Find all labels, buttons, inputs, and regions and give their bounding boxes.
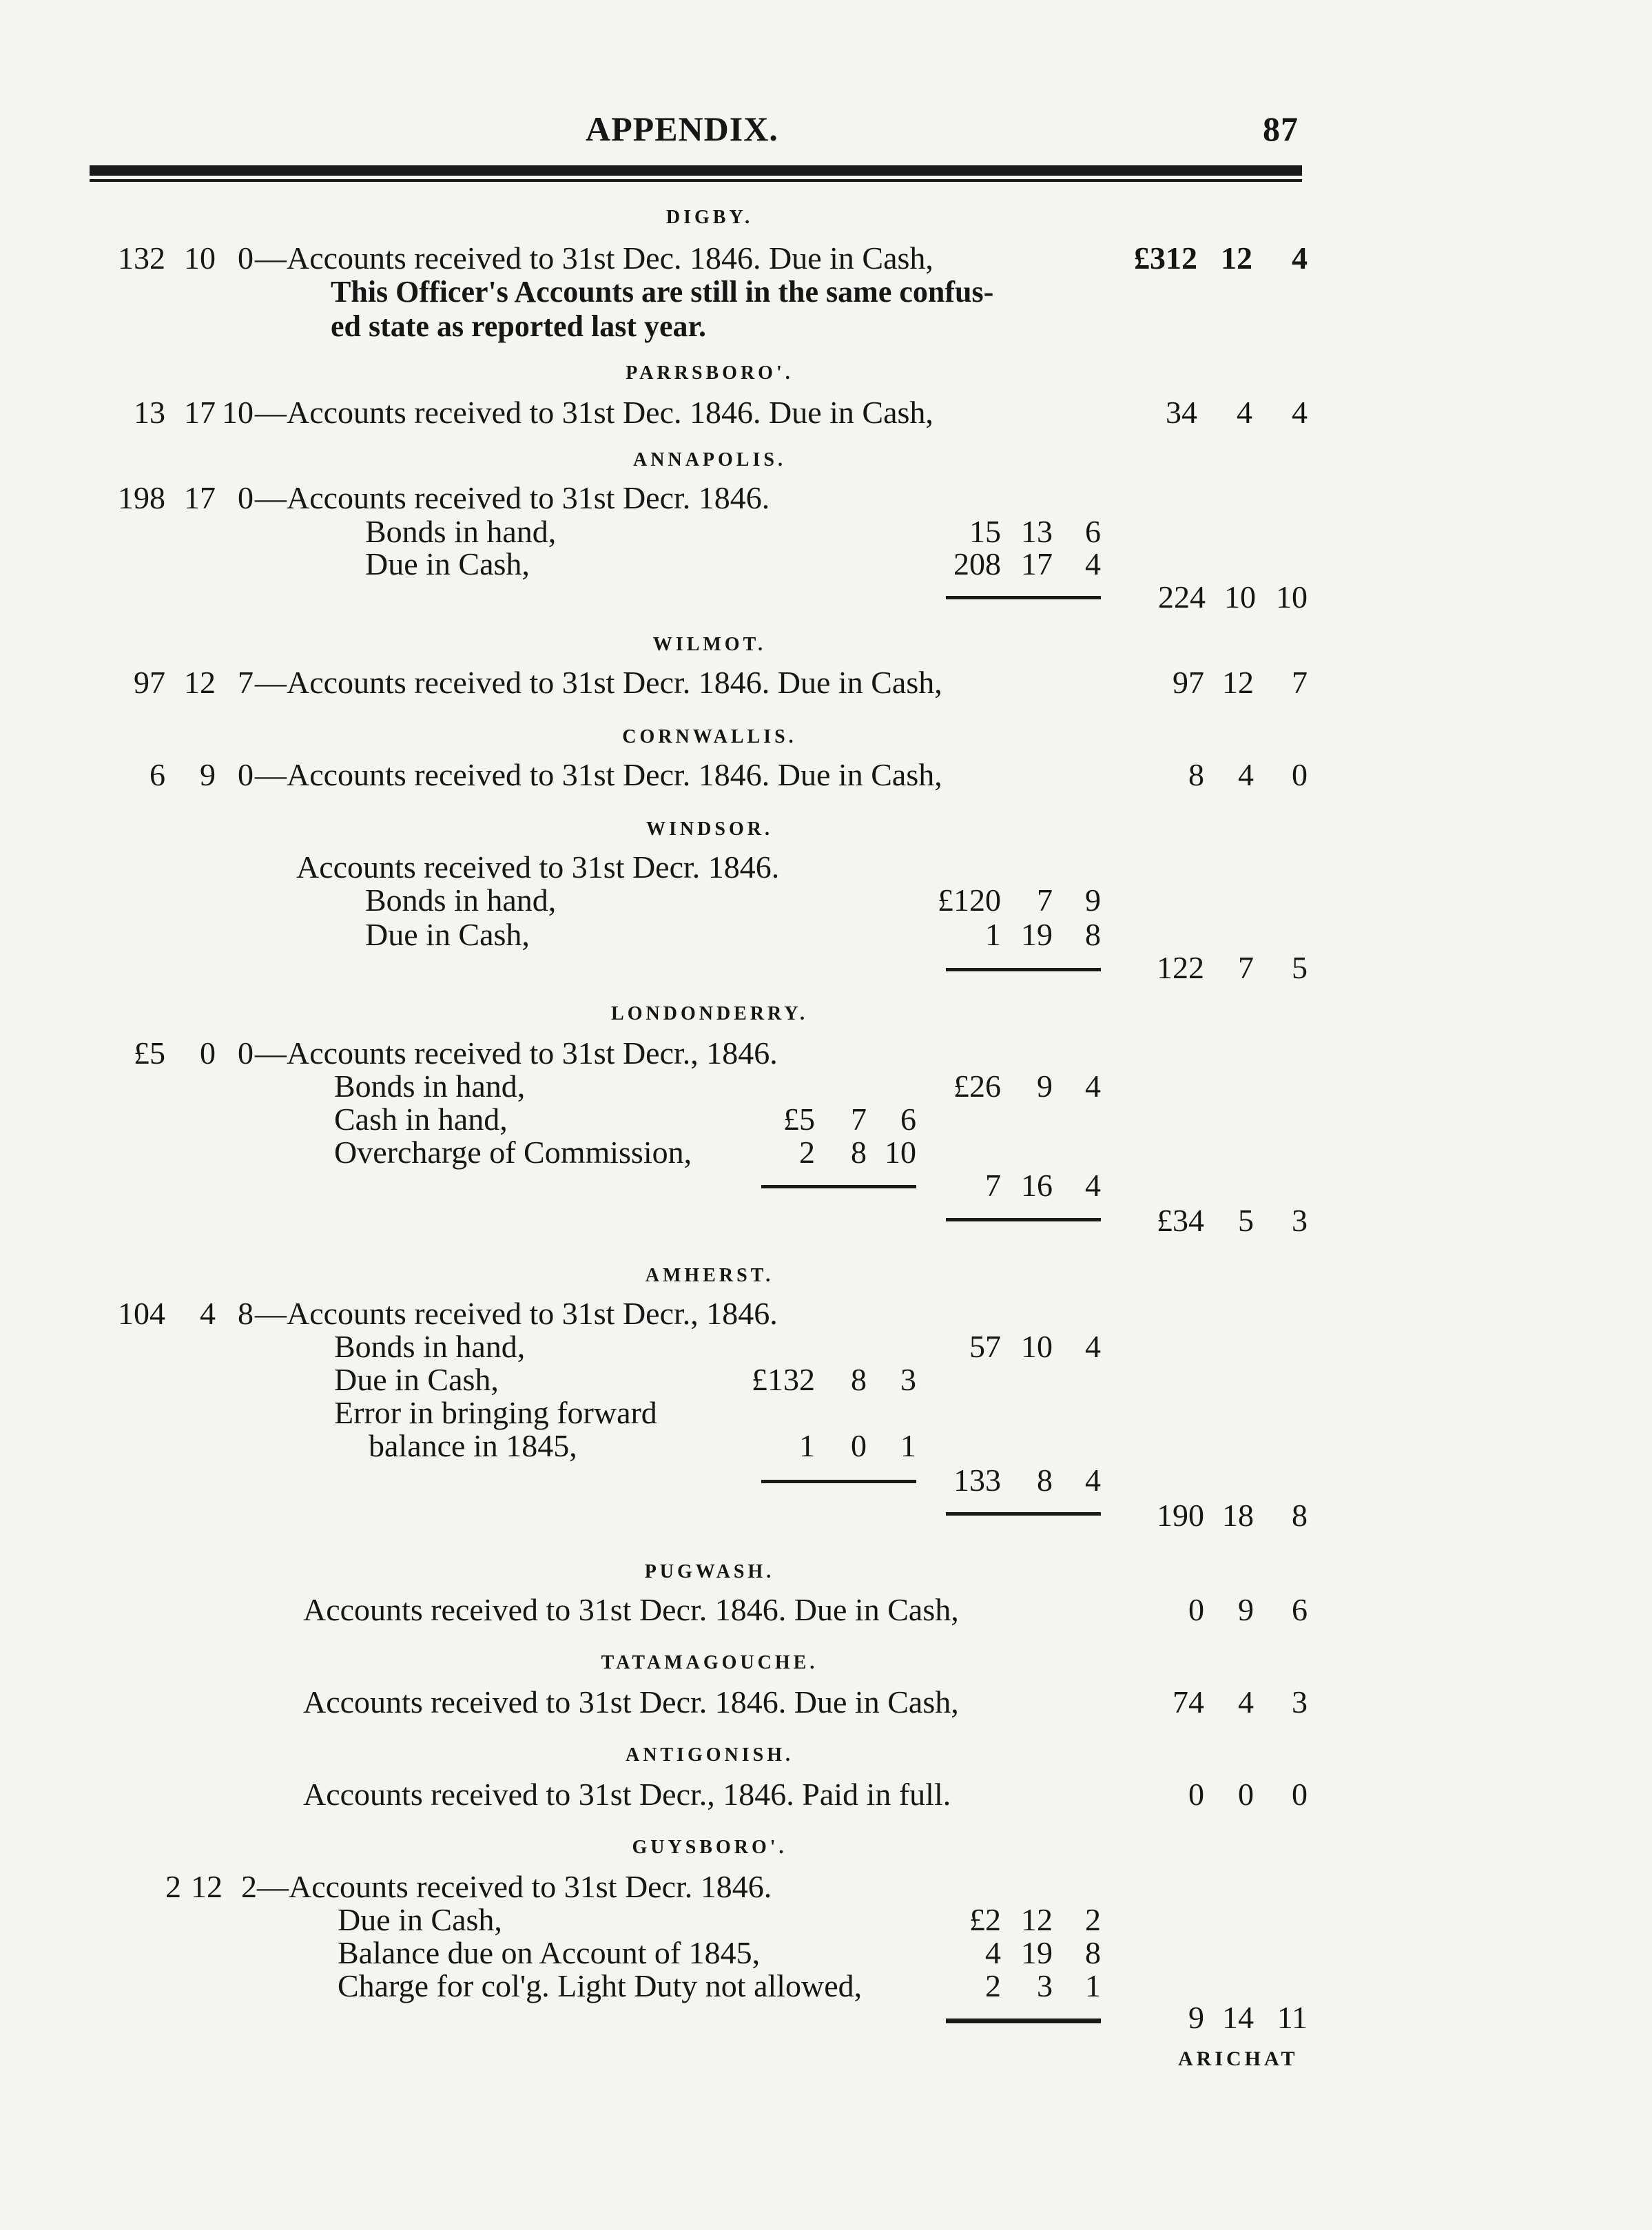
item-shillings: 3 [1037, 1968, 1053, 2003]
item-label: Due in Cash, [365, 546, 530, 581]
amount-pounds: 6 [149, 757, 165, 792]
sub-pence: 3 [900, 1362, 916, 1397]
total-shillings: 14 [1222, 2000, 1254, 2035]
item-shillings: 10 [1021, 1329, 1053, 1364]
item-pence: 6 [1085, 514, 1101, 549]
section-heading: TATAMAGOUCHE. [601, 1652, 818, 1673]
entry-text: —Accounts received to 31st Dec. 1846. Due in Cash, [255, 395, 933, 430]
item-label: Overcharge of Commission, [334, 1135, 692, 1170]
item-pounds: 2 [985, 1968, 1001, 2003]
total-pence: 0 [1292, 1777, 1308, 1812]
amount-pence: 0 [238, 757, 254, 792]
total-pence: 4 [1292, 240, 1308, 276]
total-pence: 7 [1292, 665, 1308, 700]
subtotal-pence: 4 [1085, 1168, 1101, 1203]
amount-shillings: 4 [200, 1296, 216, 1331]
item-label: Bonds in hand, [365, 514, 557, 549]
item-shillings: 17 [1021, 546, 1053, 581]
subtotal-pounds: 7 [985, 1168, 1001, 1203]
sum-rule [946, 2019, 1101, 2023]
total-pence: 11 [1277, 2000, 1308, 2035]
header-rule [90, 165, 1302, 176]
section-heading: DIGBY. [665, 207, 754, 228]
entry-text: —Accounts received to 31st Dec. 1846. Due in Cash, [255, 240, 933, 276]
total-pounds: 74 [1173, 1684, 1204, 1720]
total-pounds: 34 [1166, 395, 1197, 430]
sum-rule [946, 1218, 1101, 1221]
sub-shillings: 8 [851, 1362, 867, 1397]
total-pounds: 8 [1188, 757, 1204, 792]
sub-pounds: £132 [752, 1362, 815, 1397]
total-shillings: 18 [1222, 1498, 1254, 1533]
total-pence: 5 [1292, 950, 1308, 985]
amount-pence: 0 [238, 1035, 254, 1071]
item-pence: 4 [1085, 546, 1101, 581]
section-heading: AMHERST. [645, 1265, 774, 1286]
item-label: Bonds in hand, [334, 1068, 526, 1104]
item-pence: 8 [1085, 1935, 1101, 1970]
total-pounds: 0 [1188, 1592, 1204, 1627]
total-shillings: 4 [1238, 757, 1254, 792]
amount-pounds: 97 [134, 665, 165, 700]
sub-pounds: 2 [799, 1135, 815, 1170]
item-pence: 9 [1085, 882, 1101, 918]
sub-pence: 6 [900, 1102, 916, 1137]
total-shillings: 10 [1224, 579, 1256, 615]
sub-shillings: 8 [851, 1135, 867, 1170]
sum-rule [761, 1185, 916, 1188]
amount-pence: 0 [238, 480, 254, 515]
item-pounds: £26 [953, 1068, 1001, 1104]
item-pounds: 4 [985, 1935, 1001, 1970]
amount-shillings: 17 [184, 395, 216, 430]
total-shillings: 7 [1238, 950, 1254, 985]
section-heading: LONDONDERRY. [611, 1003, 808, 1024]
total-shillings: 4 [1237, 395, 1252, 430]
total-shillings: 0 [1238, 1777, 1254, 1812]
amount-pence: 10 [222, 395, 254, 430]
amount-pounds: 132 [118, 240, 165, 276]
total-pence: 6 [1292, 1592, 1308, 1627]
amount-shillings: 9 [200, 757, 216, 792]
sub-pounds: 1 [799, 1428, 815, 1463]
total-pence: 0 [1292, 757, 1308, 792]
item-pounds: 57 [969, 1329, 1001, 1364]
total-pence: 3 [1292, 1203, 1308, 1238]
item-pence: 8 [1085, 917, 1101, 952]
item-shillings: 12 [1021, 1902, 1053, 1937]
total-shillings: 9 [1238, 1592, 1254, 1627]
amount-pounds: 13 [134, 395, 165, 430]
item-shillings: 19 [1021, 1935, 1053, 1970]
item-pounds: 208 [953, 546, 1001, 581]
item-label: Due in Cash, [338, 1902, 502, 1937]
section-heading: PARRSBORO'. [626, 362, 794, 384]
section-heading: WINDSOR. [646, 818, 773, 840]
item-pounds: 1 [985, 917, 1001, 952]
item-pence: 4 [1085, 1068, 1101, 1104]
sum-rule [761, 1480, 916, 1483]
item-pence: 2 [1085, 1902, 1101, 1937]
entry-text: —Accounts received to 31st Decr., 1846. [255, 1035, 778, 1071]
item-pence: 4 [1085, 1329, 1101, 1364]
section-heading: PUGWASH. [644, 1561, 775, 1582]
subtotal-shillings: 16 [1021, 1168, 1053, 1203]
header-rule-thin [90, 179, 1302, 182]
total-shillings: 4 [1238, 1684, 1254, 1720]
item-label: Cash in hand, [334, 1102, 508, 1137]
entry-text: Accounts received to 31st Decr. 1846. [296, 849, 780, 885]
subtotal-pounds: 133 [953, 1463, 1001, 1498]
entry-text: —Accounts received to 31st Decr., 1846. [255, 1296, 778, 1331]
item-label: balance in 1845, [369, 1428, 577, 1463]
item-pounds: £2 [969, 1902, 1001, 1937]
total-pence: 3 [1292, 1684, 1308, 1720]
entry-text: —Accounts received to 31st Decr. 1846. Due in Cash, [255, 757, 942, 792]
item-pence: 1 [1085, 1968, 1101, 2003]
total-shillings: 12 [1222, 665, 1254, 700]
amount-shillings: 10 [184, 240, 216, 276]
subtotal-shillings: 8 [1037, 1463, 1053, 1498]
total-pounds: £34 [1157, 1203, 1204, 1238]
entry-text: —Accounts received to 31st Decr. 1846. Due in Cash, [255, 665, 942, 700]
sum-rule [946, 1512, 1101, 1516]
total-pounds: 224 [1158, 579, 1206, 615]
total-pence: 8 [1292, 1498, 1308, 1533]
page-number: 87 [1263, 110, 1299, 148]
item-shillings: 7 [1037, 882, 1053, 918]
sub-shillings: 0 [851, 1428, 867, 1463]
entry-text: —Accounts received to 31st Decr. 1846. [257, 1869, 772, 1904]
entry-text: Accounts received to 31st Decr. 1846. Due in Cash, [303, 1684, 959, 1720]
item-label: Balance due on Account of 1845, [338, 1935, 761, 1970]
total-pounds: £312 [1134, 240, 1197, 276]
amount-pence: 2 [241, 1869, 257, 1904]
section-heading: CORNWALLIS. [622, 726, 797, 747]
total-pounds: 122 [1157, 950, 1204, 985]
amount-pence: 8 [238, 1296, 254, 1331]
section-heading: GUYSBORO'. [632, 1837, 787, 1858]
item-shillings: 19 [1021, 917, 1053, 952]
amount-pence: 7 [238, 665, 254, 700]
sub-shillings: 7 [851, 1102, 867, 1137]
amount-shillings: 0 [200, 1035, 216, 1071]
amount-pounds: 2 [165, 1869, 181, 1904]
section-heading: ANTIGONISH. [625, 1744, 794, 1766]
entry-text: Accounts received to 31st Decr., 1846. Paid in full. [303, 1777, 951, 1812]
item-pounds: £120 [938, 882, 1001, 918]
item-label: Charge for col'g. Light Duty not allowed, [338, 1968, 863, 2003]
note-line: ed state as reported last year. [331, 309, 707, 343]
amount-pence: 0 [238, 240, 254, 276]
sub-pence: 10 [885, 1135, 916, 1170]
sub-pounds: £5 [783, 1102, 815, 1137]
catchword: ARICHAT [1178, 2047, 1299, 2070]
amount-pounds: 198 [118, 480, 165, 515]
sub-pence: 1 [900, 1428, 916, 1463]
section-heading: WILMOT. [652, 634, 767, 655]
running-title: APPENDIX. [586, 110, 778, 148]
amount-pounds: 104 [118, 1296, 165, 1331]
subtotal-pence: 4 [1085, 1463, 1101, 1498]
total-pounds: 97 [1173, 665, 1204, 700]
total-shillings: 12 [1221, 240, 1252, 276]
sum-rule [946, 596, 1101, 599]
sum-rule [946, 968, 1101, 971]
total-pounds: 0 [1188, 1777, 1204, 1812]
item-shillings: 13 [1021, 514, 1053, 549]
item-label: Error in bringing forward [334, 1395, 657, 1430]
item-shillings: 9 [1037, 1068, 1053, 1104]
amount-shillings: 17 [184, 480, 216, 515]
total-pounds: 9 [1188, 2000, 1204, 2035]
item-label: Bonds in hand, [334, 1329, 526, 1364]
amount-shillings: 12 [191, 1869, 223, 1904]
total-pounds: 190 [1157, 1498, 1204, 1533]
item-pounds: 15 [969, 514, 1001, 549]
entry-text: —Accounts received to 31st Decr. 1846. [255, 480, 770, 515]
note-line: This Officer's Accounts are still in the same confus- [331, 275, 994, 309]
entry-text: Accounts received to 31st Decr. 1846. Due in Cash, [303, 1592, 959, 1627]
item-label: Bonds in hand, [365, 882, 557, 918]
total-pence: 4 [1292, 395, 1308, 430]
total-shillings: 5 [1238, 1203, 1254, 1238]
item-label: Due in Cash, [365, 917, 530, 952]
amount-shillings: 12 [184, 665, 216, 700]
item-label: Due in Cash, [334, 1362, 499, 1397]
total-pence: 10 [1276, 579, 1308, 615]
section-heading: ANNAPOLIS. [633, 449, 786, 471]
amount-pounds: £5 [134, 1035, 165, 1071]
